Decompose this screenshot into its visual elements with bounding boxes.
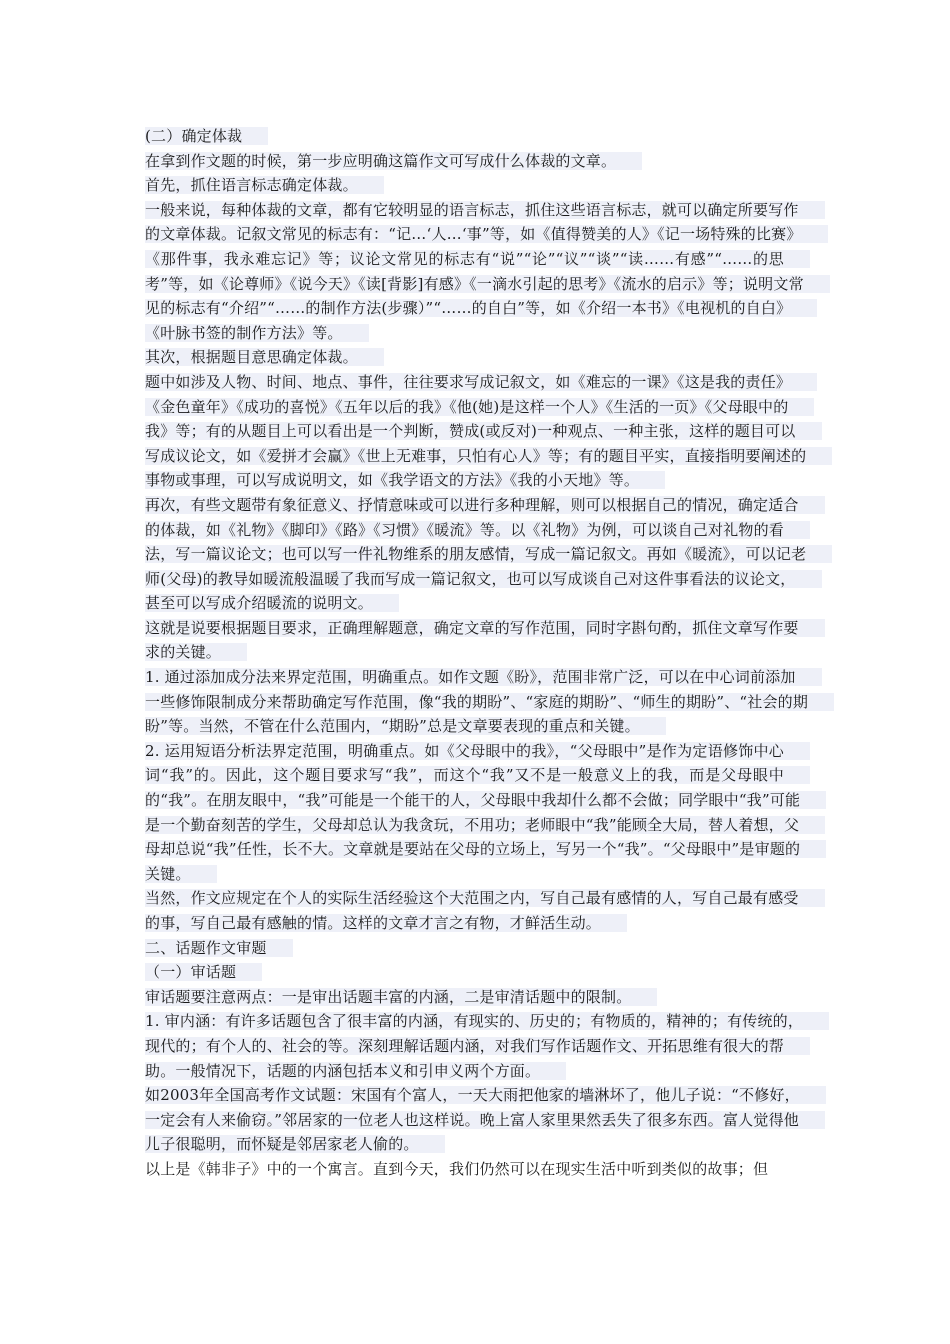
paragraph: 当然，作文应规定在个人的实际生活经验这个大范围之内，写自己最有感情的人，写自己最有感受的事，写自己最有感触的情。这样的文章才言之有物，才鲜活生动。: [145, 886, 810, 935]
section-heading-genre: (二）确定体裁: [145, 124, 810, 149]
paragraph: 首先，抓住语言标志确定体裁。: [145, 173, 810, 198]
paragraph: 这就是说要根据题目要求，正确理解题意，确定文章的写作范围，同时字斟句酌，抓住文章写作要求的关键。: [145, 616, 810, 665]
paragraph: 审话题要注意两点：一是审出话题丰富的内涵，二是审清话题中的限制。: [145, 985, 810, 1010]
paragraph: 再次，有些文题带有象征意义、抒情意味或可以进行多种理解，则可以根据自己的情况，确定适合的体裁，如《礼物》《脚印》《路》《习惯》《暖流》等。以《礼物》为例，可以谈自己对礼物的看法，写一篇议论文；也可以写一件礼物维系的朋友感情，写成一篇记叙文。再如《暖流》，可以记老师(父母)的教导如暖流般温暖了我而写成一篇记叙文，也可以写成谈自己对这件事看法的议论文，甚至可以写成介绍暖流的说明文。: [145, 493, 810, 616]
section-heading-topic: 二、话题作文审题: [145, 936, 810, 961]
document-body: [145, 124, 810, 1182]
paragraph: 在拿到作文题的时候，第一步应明确这篇作文可写成什么体裁的文章。: [145, 149, 810, 174]
paragraph: 1. 通过添加成分法来界定范围，明确重点。如作文题《盼》，范围非常广泛，可以在中心词前添加一些修饰限制成分来帮助确定写作范围，像“我的期盼”、“家庭的期盼”、“师生的期盼”、“社会的期盼”等。当然，不管在什么范围内，“期盼”总是文章要表现的重点和关键。: [145, 665, 810, 739]
subsection-heading: （一）审话题: [145, 960, 810, 985]
paragraph: 以上是《韩非子》中的一个寓言。直到今天，我们仍然可以在现实生活中听到类似的故事；但: [145, 1159, 769, 1178]
paragraph: 1. 审内涵：有许多话题包含了很丰富的内涵，有现实的、历史的；有物质的，精神的；有传统的，现代的；有个人的、社会的等。深刻理解话题内涵，对我们写作话题作文、开拓思维有很大的帮助。一般情况下，话题的内涵包括本义和引申义两个方面。: [145, 1009, 810, 1083]
paragraph: 一般来说，每种体裁的文章，都有它较明显的语言标志，抓住这些语言标志，就可以确定所要写作的文章体裁。记叙文常见的标志有：“记…‘人…‘事”等，如《值得赞美的人》《记一场特殊的比赛》《那件事，我永难忘记》等；议论文常见的标志有“说”“论”“议”“谈”“读……有感”“……的思考”等，如《论尊师》《说今天》《读[背影]有感》《一滴水引起的思考》《流水的启示》等；说明文常见的标志有“介绍”“……的制作方法(步骤）”“……的自白”等，如《介绍一本书》《电视机的自白》《叶脉书签的制作方法》等。: [145, 198, 810, 346]
paragraph: 2. 运用短语分析法界定范围，明确重点。如《父母眼中的我》，“父母眼中”是作为定语修饰中心词“我”的。因此，这个题目要求写“我”，而这个“我”又不是一般意义上的我，而是父母眼中的“我”。在朋友眼中，“我”可能是一个能干的人，父母眼中我却什么都不会做；同学眼中“我”可能是一个勤奋刻苦的学生，父母却总认为我贪玩，不用功；老师眼中“我”能顾全大局，替人着想，父母却总说“我”任性，长不大。文章就是要站在父母的立场上，写另一个“我”。“父母眼中”是审题的关键。: [145, 739, 810, 887]
paragraph: 如2003年全国高考作文试题：宋国有个富人，一天大雨把他家的墙淋坏了，他儿子说：“不修好，一定会有人来偷窃。”邻居家的一位老人也这样说。晚上富人家里果然丢失了很多东西。富人觉得他儿子很聪明，而怀疑是邻居家老人偷的。: [145, 1083, 810, 1157]
paragraph: 其次，根据题目意思确定体裁。: [145, 345, 810, 370]
paragraph: 题中如涉及人物、时间、地点、事件，往往要求写成记叙文，如《难忘的一课》《这是我的责任》《金色童年》《成功的喜悦》《五年以后的我》《他(她)是这样一个人》《生活的一页》《父母眼中的我》等；有的从题目上可以看出是一个判断，赞成(或反对)一种观点、一种主张，这样的题目可以写成议论文，如《爱拼才会赢》《世上无难事，只怕有心人》等；有的题目平实，直接指明要阐述的事物或事理，可以写成说明文，如《我学语文的方法》《我的小天地》等。: [145, 370, 810, 493]
